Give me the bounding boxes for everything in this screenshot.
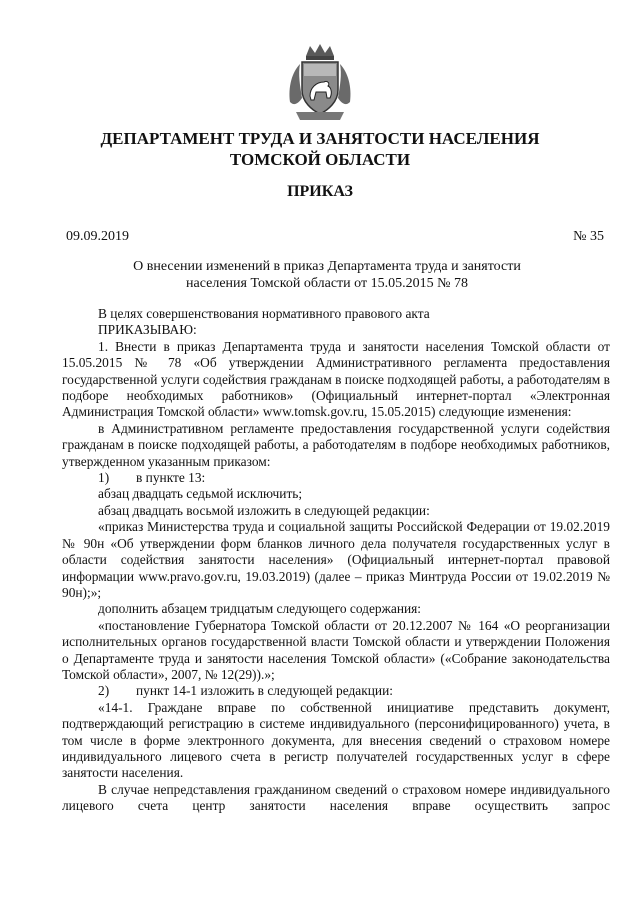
paragraph-8: «14-1. Граждане вправе по собственной инициативе представить документ, подтверждающий регистрацию в системе индивидуального (персонифицированного) учета, в том числе в форме электронного документа, для внесения сведений о страховом номере индивидуального лицевого счета в регистр получателей государственных услуг в сфере занятости населения.	[62, 699, 610, 781]
paragraph-3: абзац двадцать седьмой исключить;	[98, 486, 303, 502]
list-item-1-number: 1)	[98, 470, 110, 486]
subject-line-2: населения Томской области от 15.05.2015 № 78	[186, 276, 468, 291]
order-word: ПРИКАЗЫВАЮ:	[98, 322, 197, 338]
list-item-2	[62, 683, 610, 699]
purpose-paragraph: В целях совершенствования нормативного правового акта	[98, 306, 430, 321]
coat-of-arms-icon	[286, 42, 354, 122]
order-subject	[120, 258, 534, 292]
paragraph-1: 1. Внести в приказ Департамента труда и занятости населения Томской области от 15.05.2015 № 78 «Об утверждении Административного регламента предоставления государственной услуги содействия гражданам в поиске подходящей работы, а работодателям в подборе необходимых работников» (Официальный интернет-портал «Электронная Администрация Томской области» www.tomsk.gov.ru, 15.05.2015) следующие изменения:	[62, 338, 610, 420]
order-number: № 35	[573, 229, 604, 244]
department-line-2: ТОМСКОЙ ОБЛАСТИ	[229, 150, 411, 169]
paragraph-6: дополнить абзацем тридцатым следующего содержания:	[98, 601, 422, 617]
list-item-1	[62, 470, 610, 486]
paragraph-4: абзац двадцать восьмой изложить в следующей редакции:	[98, 502, 430, 518]
list-item-2-text: пункт 14-1 изложить в следующей редакции:	[136, 683, 393, 699]
list-item-1-text: в пункте 13:	[136, 470, 206, 486]
order-date: 09.09.2019	[66, 229, 129, 244]
paragraph-5: «приказ Министерства труда и социальной защиты Российской Федерации от 19.02.2019 № 90н «Об утверждении форм бланков личного дела получателя государственных услуг в области содействия занятости населения» (Официальный интернет-портал правовой информации www.pravo.gov.ru, 19.03.2019) (далее – приказ Минтруда России от 19.02.2019 № 90н);»;	[62, 519, 610, 600]
paragraph-7: «постановление Губернатора Томской области от 20.12.2007 № 164 «О реорганизации исполнительных органов государственной власти Томской области и утверждении Положения о Департаменте труда и занятости населения Томской области» («Собрание законодательства Томской области», 2007, № 12(29)).»;	[62, 617, 610, 682]
paragraph-9: В случае непредставления гражданином сведений о страховом номере индивидуального лицевого счета центр занятости населения вправе осуществить запрос	[62, 781, 610, 814]
document-type: ПРИКАЗ	[287, 183, 353, 200]
department-name	[0, 128, 640, 170]
paragraph-2: в Административном регламенте предоставления государственной услуги содействия гражданам в поиске подходящей работы, а работодателям в подборе необходимых работников, утвержденном указанным приказом:	[62, 420, 610, 469]
department-line-1: ДЕПАРТАМЕНТ ТРУДА И ЗАНЯТОСТИ НАСЕЛЕНИЯ	[100, 129, 540, 148]
list-item-2-number: 2)	[98, 683, 110, 699]
subject-line-1: О внесении изменений в приказ Департамента труда и занятости	[133, 259, 521, 274]
order-body	[62, 306, 610, 815]
